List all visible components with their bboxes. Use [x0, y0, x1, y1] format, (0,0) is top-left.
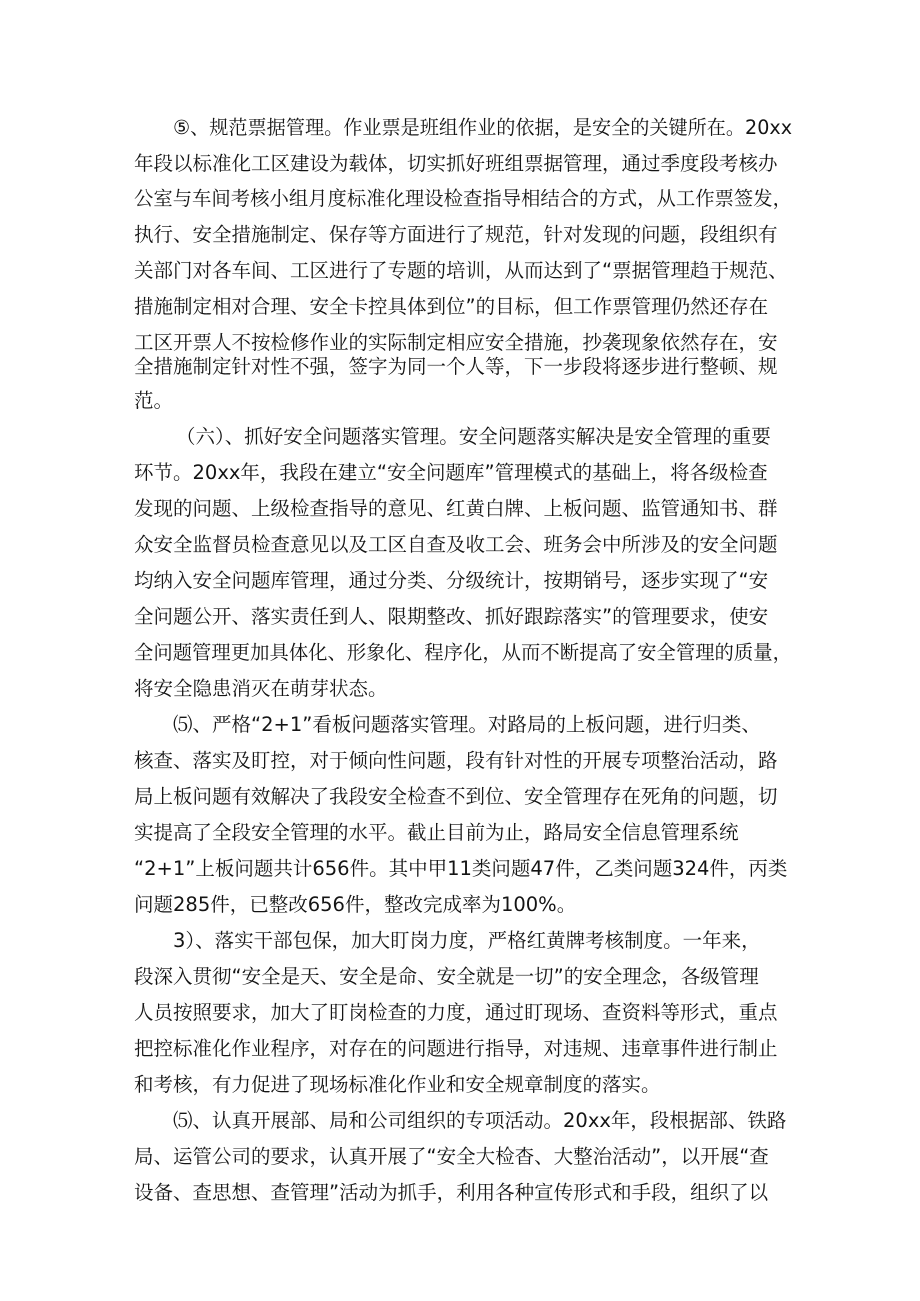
- text-line: 核查、落实及盯控，对于倾向性问题，段有针对性的开展专项整治活动，路: [134, 749, 778, 772]
- text-line: 实提高了全段安全管理的水平。截止目前为止，路局安全信息管理系统: [134, 821, 739, 844]
- text-line: 问题285件，已整改656件，整改完成率为100%。: [134, 893, 577, 916]
- text-line: 全问题管理更加具体化、形象化、程序化，从而不断提高了安全管理的质量，: [134, 641, 792, 664]
- text-line: 人员按照要求，加大了盯岗检查的力度，通过盯现场、查资料等形式，重点: [134, 1001, 778, 1024]
- text-line: 均纳入安全问题库管理，通过分类、分级统计，按期销号，逐步实现了“安: [134, 569, 769, 592]
- text-line: 全措施制定针对性不强，签字为同一个人等，下一步段将逐步进行整顿、规: [134, 355, 778, 378]
- text-line: （六）、抓好安全问题落实管理。安全问题落实解决是安全管理的重要: [176, 425, 771, 448]
- text-line: 局、运管公司的要求，认真开展了“安全大检杳、大整治活动”，以开展“查: [134, 1145, 769, 1168]
- text-line: 发现的问题、上级检查指导的意见、红黄白牌、上板问题、监管通知书、群: [134, 497, 778, 520]
- text-line: 公室与车间考核小组月度标准化理设检查指导相结合的方式，从工作票签发，: [134, 187, 792, 210]
- text-line: “2+1”上板问题共计656件。其中甲11类问题47件，乙类问题324件，丙类: [134, 857, 788, 880]
- text-line: 设备、查思想、查管理”活动为抓手，利用各种宣传形式和手段，组织了以: [134, 1181, 769, 1204]
- text-line: 3）、落实干部包保，加大盯岗力度，严格红黄牌考核制度。一年来，: [173, 929, 761, 952]
- text-line: 把控标准化作业程序，对存在的问题进行指导，对违规、违章事件进行制止: [134, 1037, 778, 1060]
- text-line: 和考核，有力促进了现场标准化作业和安全规章制度的落实。: [134, 1073, 661, 1096]
- text-line: 执行、安全措施制定、保存等方面进行了规范，针对发现的问题，段组织有: [134, 223, 778, 246]
- text-line: 年段以标准化工区建设为载体，切实抓好班组票据管理，通过季度段考核办: [134, 152, 778, 175]
- text-line: 众安全监督员检查意见以及工区自查及收工会、班务会中所涉及的安全问题: [134, 533, 778, 556]
- text-line: 环节。20xx年，我段在建立“安全问题库”管理模式的基础上，将各级检查: [134, 461, 768, 484]
- text-line: 全问题公开、落实责任到人、限期整改、抓好跟踪落实”的管理要求，使安: [134, 605, 769, 628]
- text-line: ⑸、认真开展部、局和公司组织的专项活动。20xx年，段根据部、铁路: [173, 1109, 787, 1132]
- text-line: 局上板问题有效解决了我段安全检查不到位、安全管理存在死角的问题，切: [134, 785, 778, 808]
- text-line: 关部门对各车间、工区进行了专题的培训，从而达到了“票据管理趋于规范、: [134, 259, 788, 282]
- text-line: 措施制定相对合理、安全卡控具体到位”的目标，但工作票管理仍然还存在: [134, 295, 769, 318]
- text-line: 将安全隐患消灭在萌芽状态。: [134, 677, 388, 700]
- text-line: 工区开票人不按检修作业的实际制定相应安全措施，抄袭现象依然存在，安: [134, 331, 778, 354]
- text-line: 范。: [134, 389, 174, 412]
- text-line: 段深入贯彻“安全是天、安全是命、安全就是一切”的安全理念，各级管理: [134, 965, 759, 988]
- text-line: ⑸、严格“2+1”看板问题落实管理。对路局的上板问题，进行归类、: [173, 713, 761, 736]
- text-line: ⑤、规范票据管理。作业票是班组作业的依据，是安全的关键所在。20xx: [173, 116, 793, 139]
